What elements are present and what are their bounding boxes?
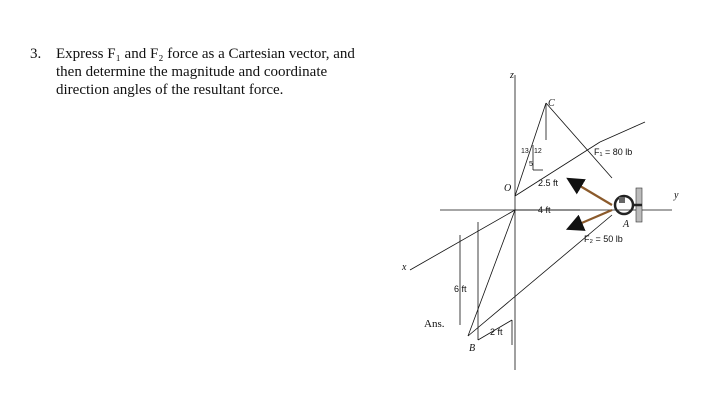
x-axis [410,210,515,270]
line-b-o [468,210,515,336]
point-c-label: C [548,98,555,109]
force-f2-label: F₂ = 50 lb [584,234,623,244]
answer-label: Ans. [424,318,445,330]
dimension-4ft: 4 ft [538,205,551,215]
force-f1-label: F₁ = 80 lb [594,147,633,157]
force-f1-arrow [570,180,612,205]
x-axis-label: x [402,262,407,273]
line-a-far [600,122,645,142]
origin-label: O [504,183,512,194]
dimension-2ft: 2 ft [490,327,503,337]
slope-run: 12 [534,148,542,155]
dimension-6ft: 6 ft [454,284,467,294]
problem-text: Express F₁ and F₂ force as a Cartesian vector, and then determine the magnitude and coordinate direction angles of the resultant force. [56,46,355,98]
slope-rise: 13 [521,148,529,155]
line-c-a [546,103,612,178]
point-a-label: A [623,219,630,230]
y-axis-label: y [674,190,679,201]
point-b-label: B [469,343,476,354]
z-axis-label: z [510,70,514,81]
problem-number: 3. [30,46,42,62]
eyebolt-bracket [615,188,642,222]
dimension-2-5ft: 2.5 ft [538,178,559,188]
force-f2-arrow [570,210,612,228]
slope-hyp: 5 [529,161,533,168]
